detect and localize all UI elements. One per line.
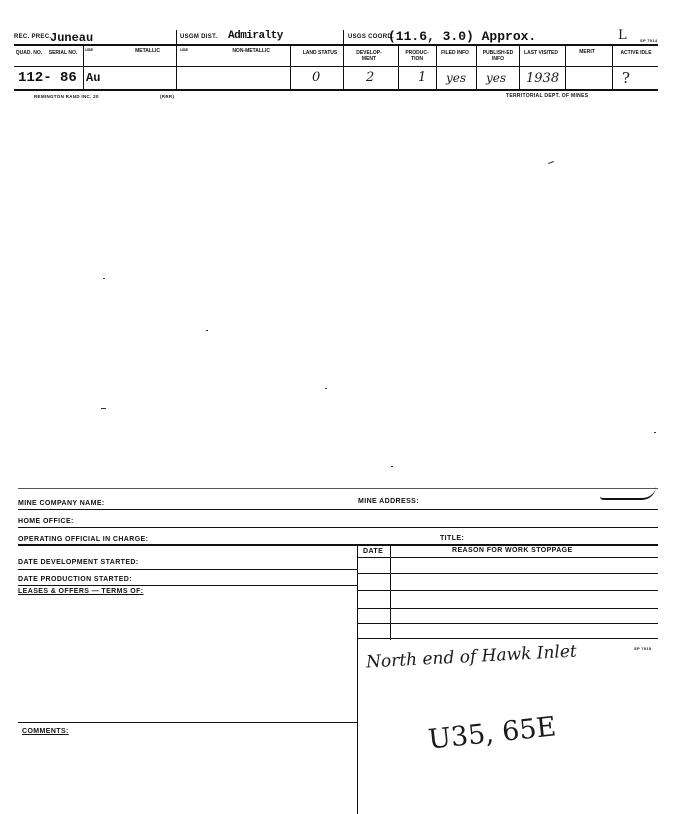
header-bottom-line: [14, 66, 658, 67]
col-divider: [476, 45, 477, 90]
operating-official-label: OPERATING OFFICIAL IN CHARGE:: [18, 536, 149, 543]
bottom-card: [0, 480, 678, 814]
col-divider: [290, 45, 291, 90]
scan-speck: [548, 161, 554, 164]
land-status-value: 0: [312, 70, 321, 85]
top-card: [0, 0, 678, 110]
last-visited-value: 1938: [526, 71, 560, 86]
col-divider: [83, 45, 84, 90]
col-divider: [565, 45, 566, 90]
form-line: [18, 569, 357, 570]
form-line: [18, 585, 357, 586]
form-line: [18, 544, 658, 546]
published-info-value: yes: [486, 71, 507, 85]
col-divider: [519, 45, 520, 90]
serial-no-header: SERIAL NO.: [48, 50, 78, 56]
active-idle-header: ACTIVE IDLE: [620, 50, 652, 56]
scan-speck: [206, 330, 208, 331]
usgs-coord-label: USGS COORD.: [348, 34, 394, 40]
col-divider: [176, 30, 177, 90]
form-line: [18, 527, 658, 528]
table-line: [357, 573, 658, 574]
filed-info-header: FILED INFO: [441, 50, 469, 56]
rec-prec-value: Juneau: [50, 31, 94, 45]
leases-label: LEASES & OFFERS — TERMS OF:: [18, 588, 144, 595]
merit-header: MERIT: [579, 49, 595, 55]
quad-no-header: QUAD. NO.: [15, 50, 43, 56]
filed-info-value: yes: [446, 71, 467, 85]
comments-label: COMMENTS:: [22, 728, 69, 735]
mark-value: L: [618, 28, 627, 43]
mine-address-label: MINE ADDRESS:: [358, 498, 419, 505]
card-top-edge: [18, 488, 658, 489]
form-number: SP 7914: [640, 38, 658, 43]
printer-code: (RRR): [160, 94, 175, 99]
title-label: TITLE:: [440, 535, 465, 542]
last-visited-header: LAST VISITED: [524, 50, 558, 56]
usgm-dist-label: USGM DIST.: [180, 34, 218, 40]
handwritten-coordinates: U35, 65E: [426, 711, 558, 756]
home-office-label: HOME OFFICE:: [18, 518, 74, 525]
date-development-label: DATE DEVELOPMENT STARTED:: [18, 559, 139, 566]
table-line: [357, 638, 658, 639]
table-line: [357, 608, 658, 609]
form-number: SP 7915: [634, 646, 652, 651]
form-line: [18, 722, 357, 723]
mine-company-name-label: MINE COMPANY NAME:: [18, 500, 105, 507]
production-value: 1: [418, 70, 427, 85]
use-header: USE: [180, 47, 189, 52]
header-row-divider: [14, 44, 658, 46]
use-header: USE: [85, 47, 94, 52]
col-divider: [398, 45, 399, 90]
card-bottom-line: [14, 89, 658, 91]
scan-speck: [654, 432, 656, 433]
reason-column-header: REASON FOR WORK STOPPAGE: [452, 547, 573, 554]
date-column-header: DATE: [363, 548, 384, 555]
date-production-label: DATE PRODUCTION STARTED:: [18, 576, 132, 583]
col-divider: [343, 30, 344, 45]
table-line: [357, 590, 658, 591]
table-line: [357, 623, 658, 624]
published-info-header: PUBLISH-ED INFO: [482, 50, 514, 62]
section-divider: [357, 544, 358, 814]
land-status-header: LAND STATUS: [302, 50, 338, 56]
development-value: 2: [366, 70, 375, 85]
usgs-coord-value: (11.6, 3.0) Approx.: [388, 29, 537, 44]
printer-credit: REMINGTON RAND INC. 20: [34, 94, 99, 99]
metallic-value: Au: [86, 71, 101, 85]
scan-speck: [325, 388, 327, 389]
form-line: [18, 509, 658, 510]
scan-speck: [391, 466, 393, 467]
active-idle-value: ?: [622, 69, 631, 87]
department-footer: TERRITORIAL DEPT. OF MINES: [506, 93, 589, 99]
development-header: DEVELOP-MENT: [356, 50, 382, 62]
table-line: [357, 557, 658, 558]
non-metallic-header: NON-METALLIC: [232, 48, 270, 54]
col-divider: [343, 45, 344, 90]
metallic-header: METALLIC: [135, 48, 160, 54]
scan-speck: [101, 408, 106, 409]
rec-prec-label: REC. PREC.: [14, 34, 52, 40]
col-divider: [436, 45, 437, 90]
production-header: PRODUC-TION: [405, 50, 429, 62]
scan-speck: [103, 278, 105, 279]
torn-corner-mark: [600, 486, 656, 500]
date-column-divider: [390, 544, 391, 640]
handwritten-location: North end of Hawk Inlet: [365, 641, 578, 673]
col-divider: [612, 45, 613, 90]
quad-serial-value: 112- 86: [18, 70, 77, 86]
usgm-dist-value: Admiralty: [228, 30, 283, 42]
